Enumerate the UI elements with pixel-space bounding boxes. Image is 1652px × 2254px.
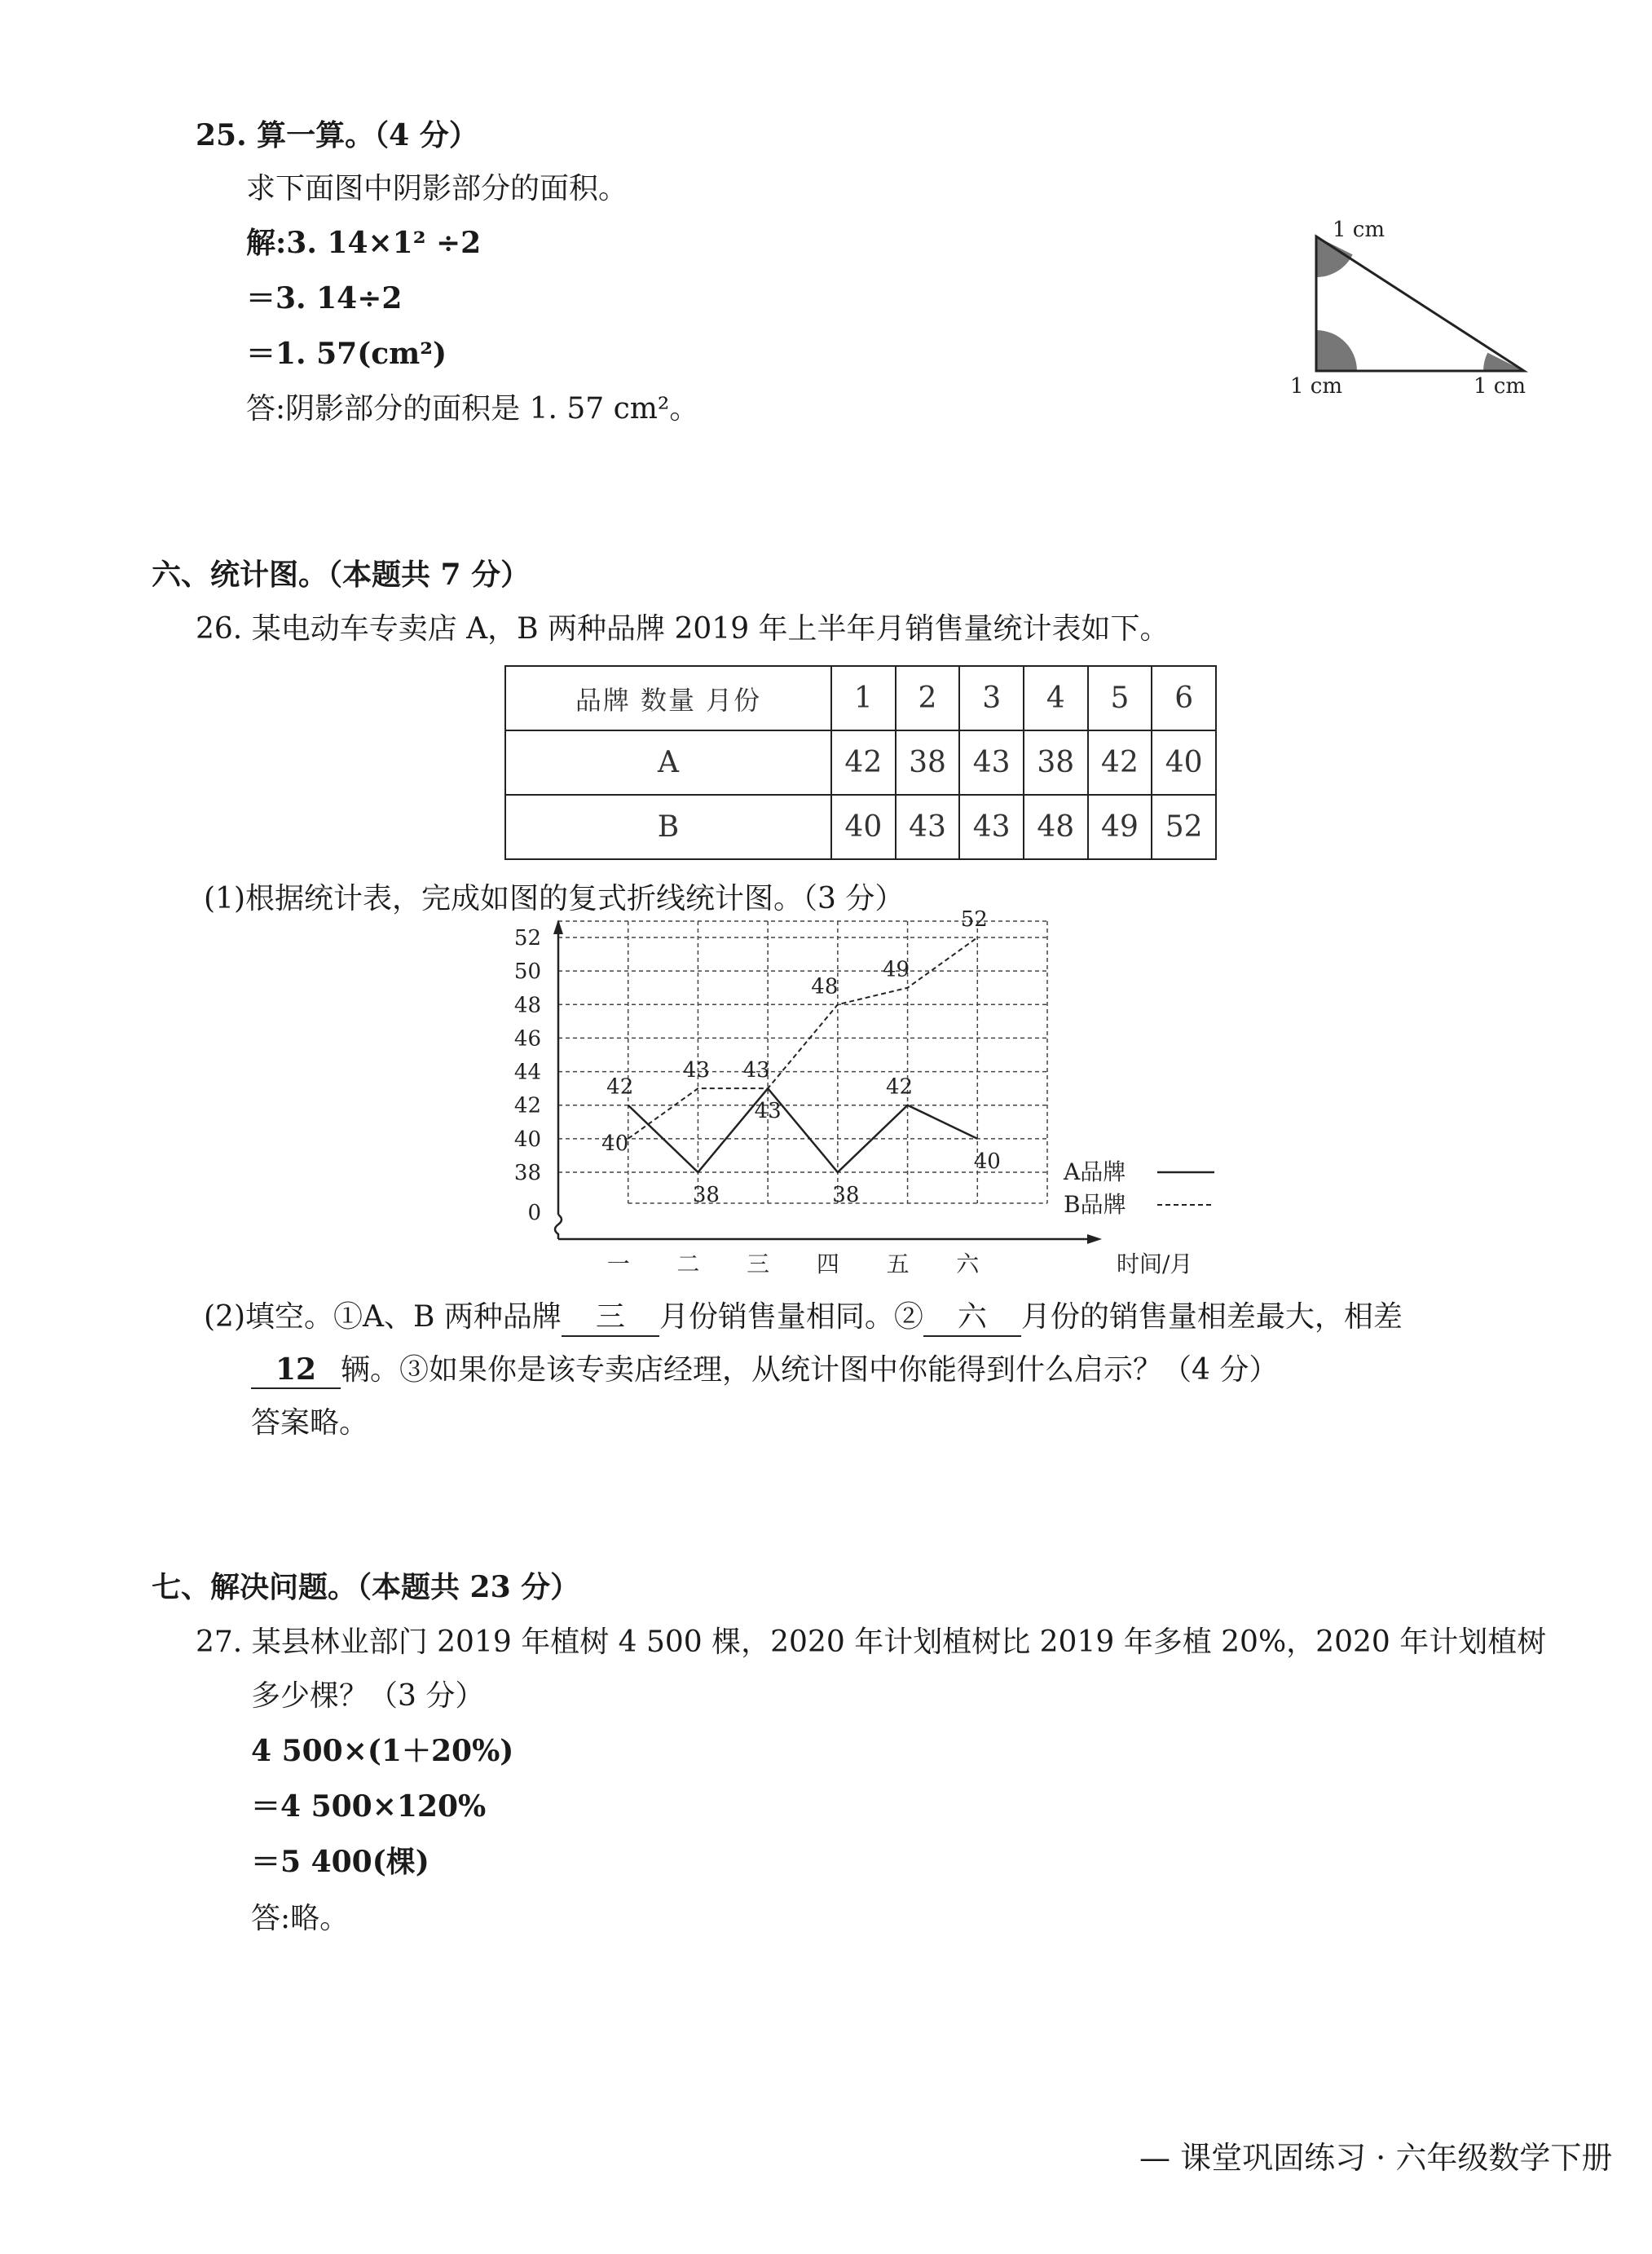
q27-solution-line2: ＝4 500×120% [251, 1789, 487, 1824]
y-tick-label: 44 [513, 1060, 541, 1085]
q26-part2-text-c: 月份的销售量相差最大，相差 [1020, 1300, 1403, 1334]
table-cell: 40 [831, 795, 896, 859]
q27-answer: 答:略。 [251, 1902, 350, 1935]
page-footer: — 课堂巩固练习 · 六年级数学下册 [1139, 2140, 1613, 2176]
table-month-cell: 4 [1024, 666, 1088, 730]
answer-blank-1 [562, 1299, 659, 1337]
q25-title: 25. 算一算。（4 分） [196, 118, 478, 152]
section-6-title: 六、统计图。（本题共 7 分） [152, 558, 531, 592]
table-row [505, 730, 1216, 795]
q25-solution-line1: 解:3. 14×1² ÷2 [246, 226, 482, 260]
q26-title: 26. 某电动车专卖店 A，B 两种品牌 2019 年上半年月销售量统计表如下。 [196, 612, 1170, 646]
table-month-cell: 3 [959, 666, 1024, 730]
y-tick-label: 0 [527, 1201, 541, 1225]
series-b-point-label: 43 [742, 1058, 770, 1083]
table-month-cell: 2 [896, 666, 960, 730]
line-chart [489, 907, 1222, 1280]
table-row [505, 795, 1216, 859]
y-tick-label: 38 [513, 1161, 541, 1185]
q27-solution-line3: ＝5 400(棵) [251, 1845, 430, 1879]
x-tick-label: 三 [747, 1251, 770, 1277]
x-tick-label: 一 [606, 1251, 630, 1277]
axis-break [555, 1215, 562, 1239]
q26-part2-text-a: (2)填空。①A、B 两种品牌 [204, 1300, 562, 1334]
table-cell: 38 [1024, 730, 1088, 795]
answer-blank-2 [923, 1299, 1021, 1337]
q27-solution-line1: 4 500×(1＋20%) [251, 1734, 514, 1768]
q26-part2-line1 [204, 1299, 1403, 1337]
table-cell: 43 [896, 795, 960, 859]
table-brand-cell: B [505, 795, 831, 859]
table-header-label: 品牌 数量 月份 [505, 666, 831, 730]
x-tick-label: 二 [676, 1251, 700, 1277]
q25-solution-line2: ＝3. 14÷2 [246, 281, 403, 315]
series-b-point-label: 49 [883, 957, 910, 982]
answer-3: 12 [275, 1352, 317, 1387]
y-tick-label: 40 [513, 1127, 541, 1152]
series-b-point-label: 43 [682, 1058, 710, 1083]
answer-2: 六 [957, 1300, 987, 1334]
table-cell: 42 [1088, 730, 1152, 795]
table-cell: 52 [1152, 795, 1216, 859]
table-header-row [505, 666, 1216, 730]
series-b-point-label: 52 [960, 907, 988, 932]
legend-a-label: A品牌 [1064, 1158, 1126, 1185]
q25-answer: 答:阴影部分的面积是 1. 57 cm²。 [246, 392, 699, 426]
table-cell: 48 [1024, 795, 1088, 859]
x-tick-label: 六 [956, 1251, 980, 1277]
answer-1: 三 [595, 1300, 625, 1334]
q26-part2-line2 [251, 1352, 1278, 1389]
q27-title: 27. 某县林业部门 2019 年植树 4 500 棵，2020 年计划植树比 2019 年多植 20%，2020 年计划植树 [196, 1625, 1547, 1659]
table-cell: 40 [1152, 730, 1216, 795]
table-month-cell: 6 [1152, 666, 1216, 730]
q26-part2-text-b: 月份销售量相同。② [659, 1300, 923, 1334]
fig-label-left: 1 cm [1289, 374, 1343, 399]
x-axis-arrow [1087, 1234, 1102, 1244]
series-a-point-label: 38 [692, 1183, 720, 1207]
series-a-point-label: 42 [606, 1074, 634, 1100]
series-b-point-label: 48 [811, 974, 839, 999]
table-cell: 38 [896, 730, 960, 795]
series-a-point-label: 42 [886, 1074, 914, 1100]
series-a-point-label: 43 [754, 1099, 782, 1124]
table-month-cell: 1 [831, 666, 896, 730]
q25-prompt: 求下面图中阴影部分的面积。 [246, 172, 628, 205]
table-cell: 43 [959, 795, 1024, 859]
table-cell: 49 [1088, 795, 1152, 859]
table-cell: 42 [831, 730, 896, 795]
y-tick-label: 46 [513, 1026, 541, 1052]
y-tick-label: 52 [513, 926, 541, 951]
fig-label-top: 1 cm [1333, 218, 1385, 242]
q25-triangle-figure [1289, 212, 1540, 408]
section-7-title: 七、解决问题。（本题共 23 分） [152, 1570, 580, 1604]
x-axis-title: 时间/月 [1117, 1251, 1193, 1277]
y-tick-label: 48 [513, 993, 541, 1018]
series-a-point-label: 40 [973, 1149, 1001, 1174]
table-month-cell: 5 [1088, 666, 1152, 730]
sales-table [504, 665, 1217, 860]
shaded-sector-left [1316, 330, 1357, 371]
q27-title-line2: 多少棵？（3 分） [251, 1679, 485, 1713]
x-tick-label: 四 [816, 1251, 839, 1277]
table-cell: 43 [959, 730, 1024, 795]
table-brand-cell: A [505, 730, 831, 795]
y-tick-label: 42 [513, 1093, 541, 1118]
answer-blank-3 [251, 1352, 341, 1389]
q26-part1: (1)根据统计表，完成如图的复式折线统计图。（3 分） [204, 882, 905, 915]
series-a-line [628, 1088, 978, 1172]
fig-label-right: 1 cm [1473, 374, 1526, 399]
series-a-point-label: 38 [832, 1183, 860, 1207]
x-tick-label: 五 [886, 1251, 910, 1277]
y-tick-label: 50 [513, 959, 541, 985]
q26-part2-text-d: 辆。③如果你是该专卖店经理，从统计图中你能得到什么启示？（4 分） [341, 1353, 1279, 1387]
q25-solution-line3: ＝1. 57(cm²) [246, 337, 447, 371]
q26-part2-answer: 答案略。 [251, 1406, 369, 1440]
legend-b-label: B品牌 [1064, 1191, 1126, 1218]
series-b-point-label: 40 [601, 1131, 629, 1156]
